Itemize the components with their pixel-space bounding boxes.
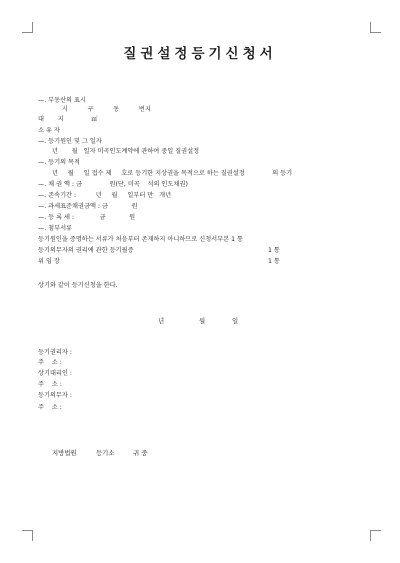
crop-mark-top-left — [22, 22, 33, 33]
attachment-3-count: 1 통 — [268, 258, 280, 265]
registration-tax-line: —. 등 록 세 : 금 원 — [38, 214, 136, 221]
attachment-1: 등기원인을 증명하는 서류가 처음부터 존재하지 아니하므로 신청서부본 1 통 — [38, 236, 243, 243]
applicant-duty-label: 등기의무자 : — [38, 392, 72, 399]
date-month: 월 — [199, 317, 206, 325]
honorific-recipient: 귀 중 — [133, 449, 148, 457]
property-address: 시 구 동 번지 — [62, 106, 151, 113]
crop-mark-bottom-right — [370, 530, 381, 541]
claim-amount: —. 채 권 액 : 금 원(단, 미곡 석의 인도채권) — [38, 181, 188, 188]
cause-header: —. 등기원인 및 그 일자 — [38, 138, 102, 145]
court-name: 지방법원 — [52, 449, 77, 457]
crop-mark-bottom-left — [22, 530, 33, 541]
registry-office: 등기소 — [96, 449, 115, 457]
date-year: 년 — [158, 317, 165, 325]
owner-line: 소 유 자 — [38, 127, 60, 134]
crop-mark-top-right — [370, 22, 381, 33]
tax-standard-line: —. 과세표준채권금액 : 금 원 — [38, 203, 138, 210]
purpose-header: —. 등기의 목적 — [38, 159, 80, 166]
attachment-3: 위 임 장 — [38, 258, 60, 265]
duration-line: —. 존속기간 : 년 월 일부터 만 개년 — [38, 192, 172, 199]
applicant-right-label: 등기권리자 : — [38, 349, 72, 356]
purpose-detail: 년 월 일 접수 제 호로 등기한 지상권을 목적으로 하는 질권설정 의 등기 — [52, 170, 293, 177]
cause-detail: 년 월 일자 미곡인도계약에 관하여 중일 질권설정 — [52, 148, 200, 155]
attachment-2: 등기의무자의 권리에 관한 등기필증 — [38, 247, 134, 254]
applicant-agent-label: 상기대리인 : — [38, 370, 72, 377]
land-line: 대 지 ㎡ — [38, 116, 98, 123]
address-label-3: 주 소 : — [38, 404, 62, 411]
closing-statement: 상기와 같이 등기신청을 한다. — [38, 282, 118, 289]
address-label-2: 주 소 : — [38, 381, 62, 388]
attachments-header: —. 첨부서류 — [38, 225, 73, 232]
property-header: —. 부동산의 표시 — [38, 97, 86, 104]
address-label-1: 주 소 : — [38, 359, 62, 366]
date-day: 일 — [232, 317, 239, 325]
attachment-2-count: 1 통 — [268, 247, 280, 254]
document-title: 질권설정등기신청서 — [123, 46, 277, 62]
